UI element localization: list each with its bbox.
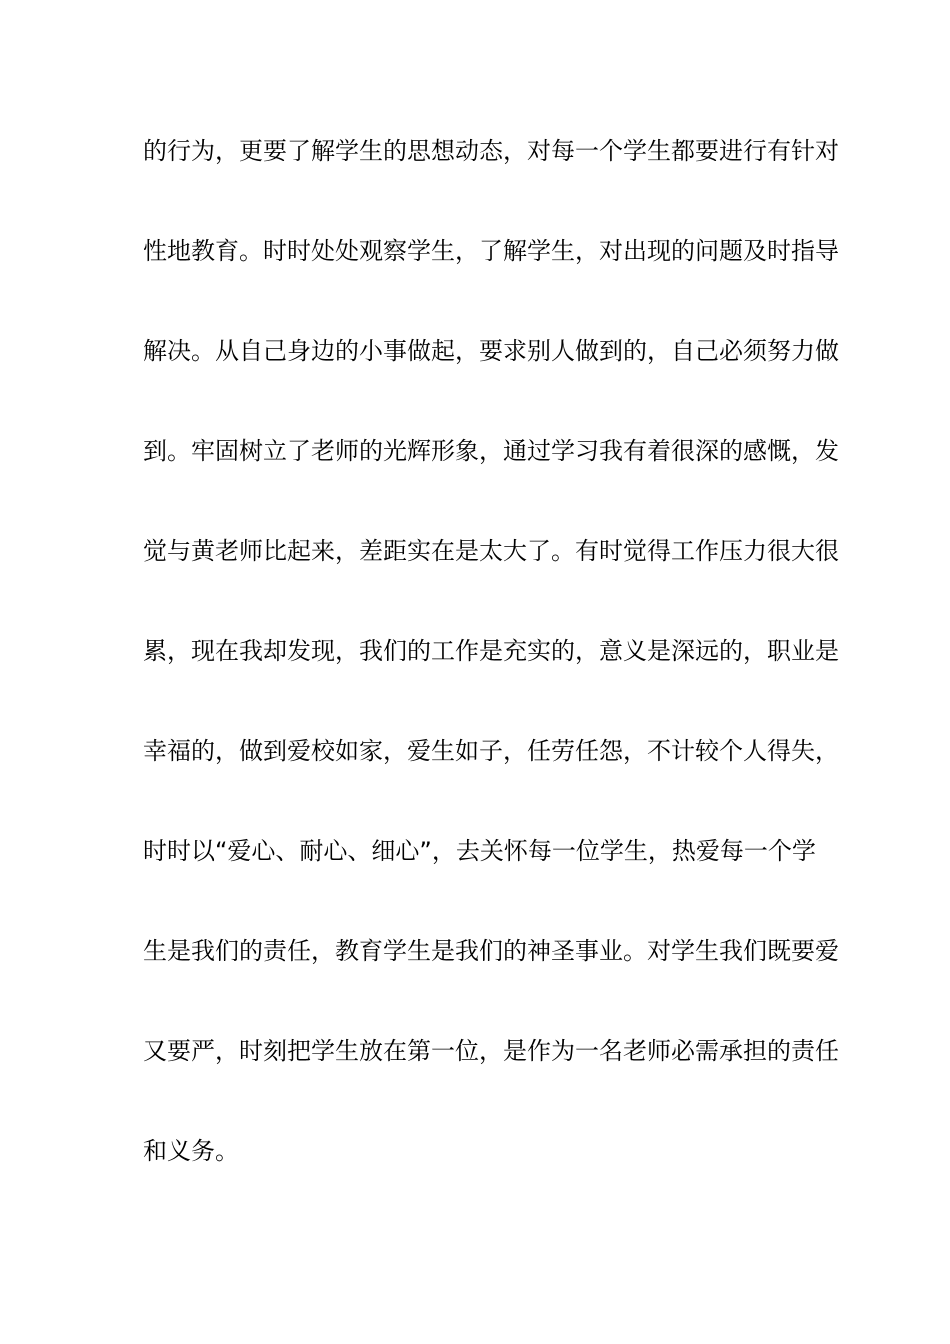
text-line: 生是我们的责任，教育学生是我们的神圣事业。对学生我们既要爱 xyxy=(143,937,839,965)
text-line: 又要严，时刻把学生放在第一位，是作为一名老师必需承担的责任 xyxy=(143,1037,839,1065)
text-line: 和义务。 xyxy=(143,1137,239,1165)
text-line: 觉与黄老师比起来，差距实在是太大了。有时觉得工作压力很大很 xyxy=(143,537,839,565)
text-line: 时时以“爱心、耐心、细心”，去关怀每一位学生，热爱每一个学 xyxy=(143,837,816,865)
text-line: 到。牢固树立了老师的光辉形象，通过学习我有着很深的感慨，发 xyxy=(143,437,839,465)
text-line: 的行为，更要了解学生的思想动态，对每一个学生都要进行有针对 xyxy=(143,137,839,165)
body-paragraph xyxy=(143,128,839,1228)
text-line: 性地教育。时时处处观察学生，了解学生，对出现的问题及时指导 xyxy=(143,237,839,265)
text-line: 幸福的，做到爱校如家，爱生如子，任劳任怨，不计较个人得失， xyxy=(143,737,839,765)
text-line: 累，现在我却发现，我们的工作是充实的，意义是深远的，职业是 xyxy=(143,637,839,665)
text-line: 解决。从自己身边的小事做起，要求别人做到的，自己必须努力做 xyxy=(143,337,839,365)
